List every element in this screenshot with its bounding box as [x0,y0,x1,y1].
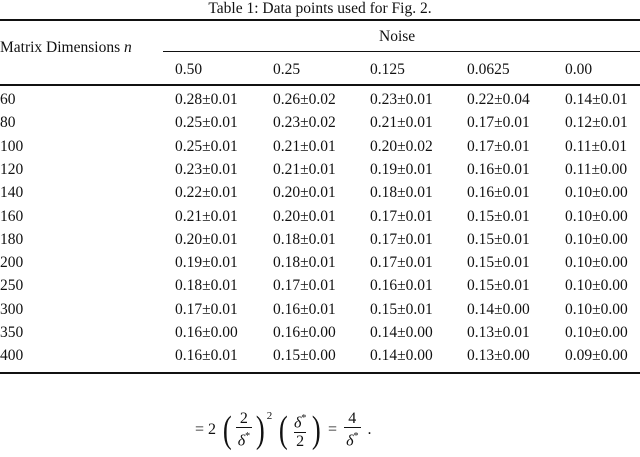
table-cell: 0.16±0.01 [467,160,530,178]
table-cell: 0.09±0.00 [565,347,628,365]
table-cell: 0.15±0.01 [370,300,433,318]
table-cell: 0.14±0.00 [467,300,530,318]
table-cell: 0.22±0.01 [175,184,238,202]
top-rule [0,19,640,21]
column-header: 0.50 [175,61,203,78]
table-cell: 0.17±0.01 [467,114,530,132]
eq-equals: = [328,421,338,438]
row-label: 200 [0,254,24,272]
table-cell: 0.11±0.00 [565,160,628,178]
row-label: 160 [0,207,24,225]
table-cell: 0.17±0.01 [370,230,433,248]
table-cell: 0.18±0.01 [370,184,433,202]
table-cell: 0.14±0.01 [565,91,628,108]
table-cell: 0.22±0.04 [467,91,530,108]
table-cell: 0.10±0.00 [565,184,628,202]
column-header: 0.00 [565,61,593,78]
row-label: 300 [0,300,24,318]
row-label: 60 [0,91,16,108]
row-label: 180 [0,230,24,248]
fraction-1: $\frac{2}{\delta^*}$ [237,410,251,450]
table-cell: 0.20±0.01 [273,207,336,225]
table-cell: 0.16±0.00 [175,324,238,341]
eq-lead: = 2 [195,421,217,438]
table-cell: 0.21±0.01 [370,114,433,132]
table-cell: 0.14±0.00 [370,347,433,365]
table-caption: Table 1: Data points used for Fig. 2. [208,0,432,17]
table-cell: 0.21±0.01 [273,137,336,155]
table-cell: 0.25±0.01 [175,137,238,155]
table-cell: 0.26±0.02 [273,91,336,108]
table-cell: 0.15±0.01 [467,277,530,295]
fraction-3: $\frac{4}{\delta^*}$ [346,410,359,450]
column-header: 0.25 [273,61,301,78]
row-label: 100 [0,137,24,155]
table-cell: 0.16±0.01 [175,347,238,365]
group-header-noise: Noise [379,28,416,45]
right-paren: ) [256,409,265,451]
table-cell: 0.10±0.00 [565,324,628,341]
row-label: 400 [0,347,24,365]
table-cell: 0.13±0.01 [467,324,530,341]
table-cell: 0.13±0.00 [467,347,530,365]
table-cell: 0.15±0.01 [467,207,530,225]
table-cell: 0.28±0.01 [175,91,238,108]
left-paren: ( [222,409,232,451]
table-cell: 0.21±0.01 [273,160,336,178]
column-header: 0.125 [370,61,405,78]
table-cell: 0.18±0.01 [175,277,238,295]
fraction-2: $\frac{\delta^*}{2}$ [293,413,307,450]
left-paren: ( [279,409,289,451]
table-cell: 0.17±0.01 [370,207,433,225]
table-cell: 0.15±0.01 [467,230,530,248]
table-cell: 0.20±0.01 [175,230,238,248]
table-cell: 0.10±0.00 [565,230,628,248]
row-header-var: n [124,39,132,56]
table-cell: 0.16±0.01 [273,300,336,318]
table-cell: 0.21±0.01 [175,207,238,225]
table-cell: 0.16±0.01 [467,184,530,202]
table-cell: 0.25±0.01 [175,114,238,132]
table-cell: 0.17±0.01 [467,137,530,155]
table-cell: 0.16±0.00 [273,324,336,341]
bottom-rule [0,372,640,374]
column-header: 0.0625 [467,61,510,78]
group-header-rule [163,51,640,52]
table-cell: 0.17±0.01 [175,300,238,318]
row-label: 350 [0,324,24,341]
table-cell: 0.19±0.01 [175,254,238,272]
table-cell: 0.20±0.02 [370,137,433,155]
table-cell: 0.23±0.02 [273,114,336,132]
row-label: 250 [0,277,24,295]
table-cell: 0.17±0.01 [273,277,336,295]
table-cell: 0.10±0.00 [565,277,628,295]
table-cell: 0.15±0.00 [273,347,336,365]
row-header-label [0,39,132,57]
header-rule [0,84,640,86]
table-cell: 0.20±0.01 [273,184,336,202]
table-cell: 0.12±0.01 [565,114,628,132]
equation [195,405,372,455]
table-cell: 0.17±0.01 [370,254,433,272]
table-cell: 0.23±0.01 [370,91,433,108]
exponent: 2 [266,410,273,422]
eq-period: . [367,421,372,438]
row-label: 120 [0,160,24,178]
table-cell: 0.14±0.00 [370,324,433,341]
row-header-text: Matrix Dimensions [0,39,121,56]
right-paren: ) [312,409,322,451]
row-label: 140 [0,184,24,202]
row-label: 80 [0,114,16,132]
table-cell: 0.19±0.01 [370,160,433,178]
table-cell: 0.10±0.00 [565,300,628,318]
table-cell: 0.15±0.01 [467,254,530,272]
table-cell: 0.23±0.01 [175,160,238,178]
table-cell: 0.18±0.01 [273,254,336,272]
table-cell: 0.18±0.01 [273,230,336,248]
table-cell: 0.16±0.01 [370,277,433,295]
table-cell: 0.10±0.00 [565,254,628,272]
table-cell: 0.11±0.01 [565,137,628,155]
table-cell: 0.10±0.00 [565,207,628,225]
